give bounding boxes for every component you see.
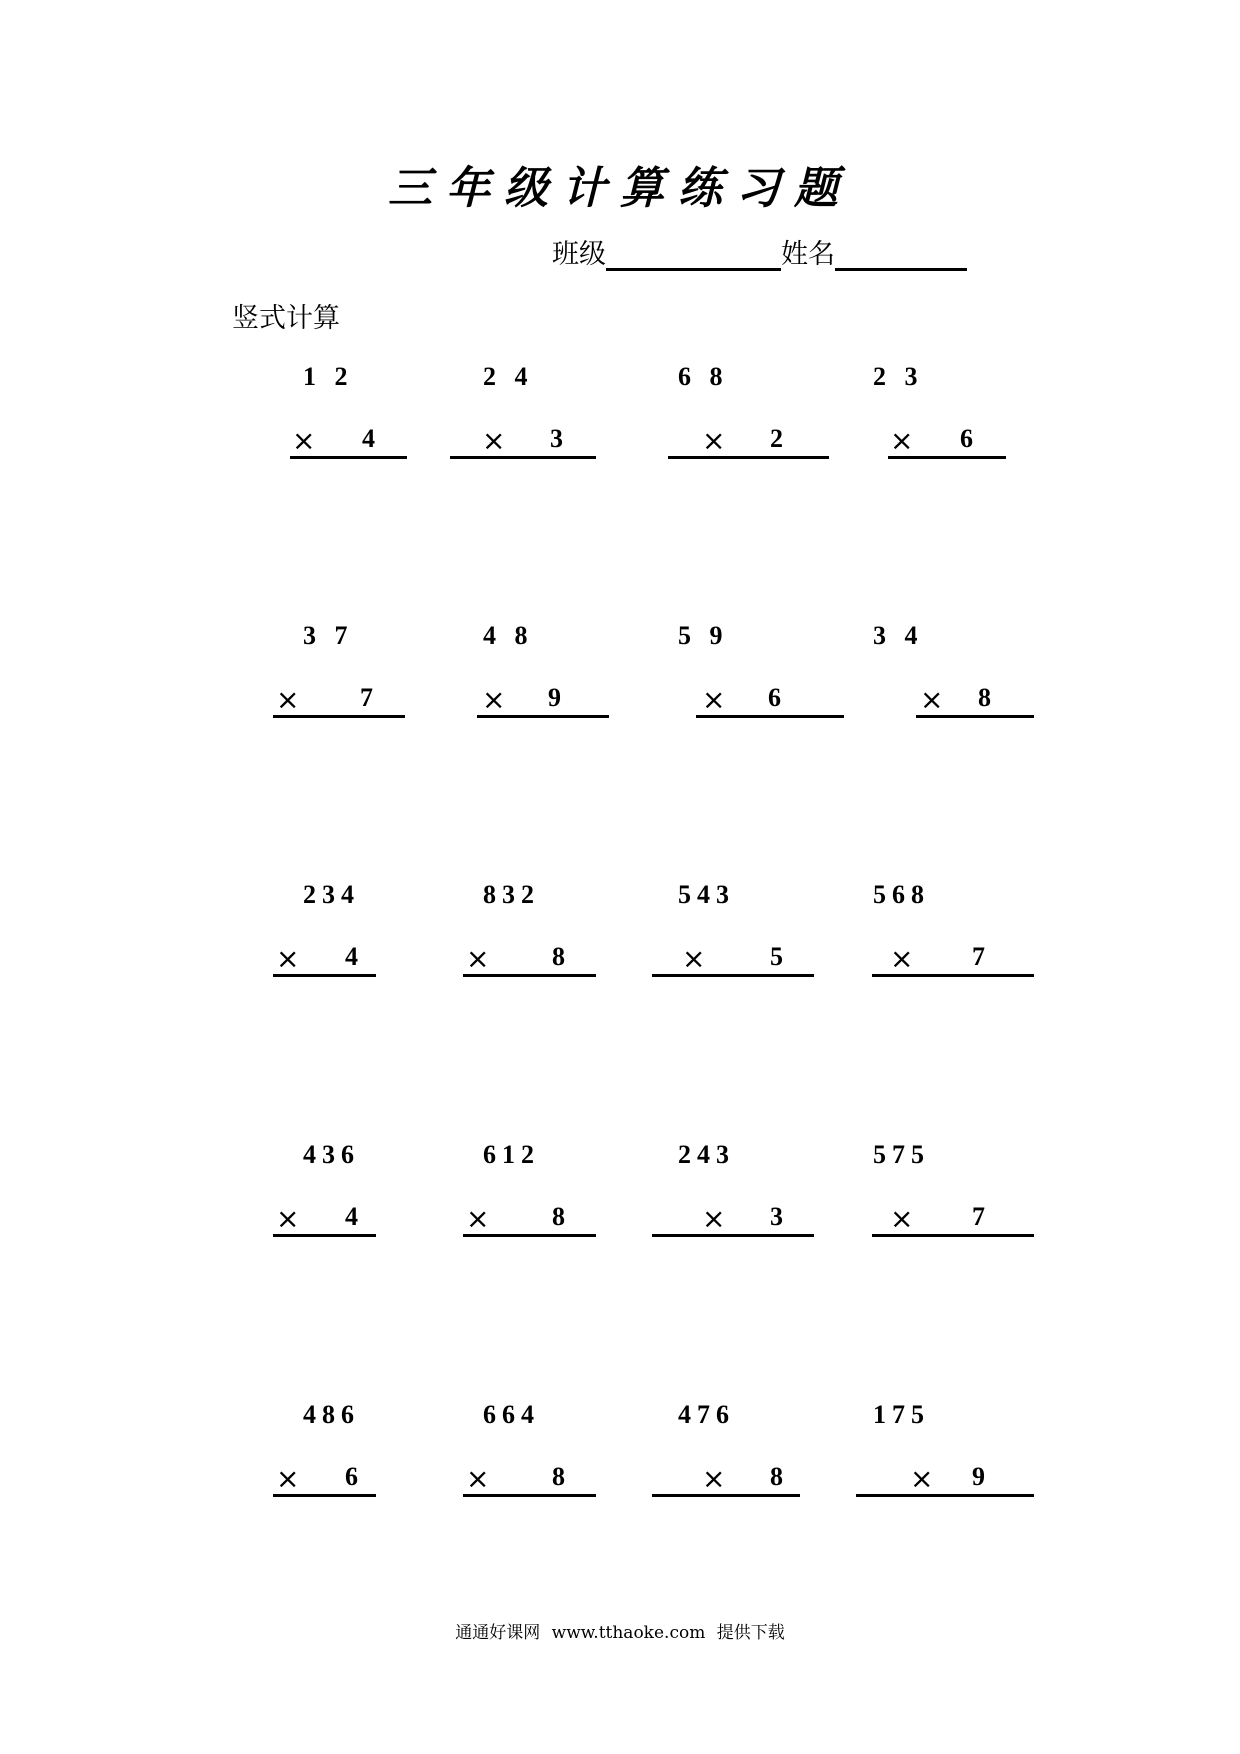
times-sign: × (702, 1462, 726, 1495)
times-sign: × (276, 1202, 300, 1235)
multiplicand: 6 8 (678, 362, 729, 391)
section-heading: 竖式计算 (232, 303, 340, 334)
times-sign: × (890, 424, 914, 457)
problem-12 (0, 880, 1240, 990)
times-sign: × (890, 942, 914, 975)
multiplier: 8 (770, 1462, 783, 1491)
multiplier: 3 (550, 424, 563, 453)
times-sign: × (482, 424, 506, 457)
multiplier: 6 (345, 1462, 358, 1491)
times-sign: × (702, 424, 726, 457)
multiplicand: 234 (303, 880, 360, 909)
times-sign: × (482, 683, 506, 716)
problem-20 (0, 1400, 1240, 1510)
class-blank-line (606, 240, 781, 271)
problem-8 (0, 621, 1240, 731)
times-sign: × (466, 942, 490, 975)
times-sign: × (466, 1202, 490, 1235)
times-sign: × (292, 424, 316, 457)
times-sign: × (276, 683, 300, 716)
multiplicand: 175 (873, 1400, 930, 1429)
multiplier: 7 (972, 1202, 985, 1231)
multiplier: 7 (972, 942, 985, 971)
multiplicand: 486 (303, 1400, 360, 1429)
multiplier: 8 (552, 1202, 565, 1231)
multiplier: 9 (548, 683, 561, 712)
multiplier: 8 (978, 683, 991, 712)
times-sign: × (702, 1202, 726, 1235)
multiplier: 4 (362, 424, 375, 453)
times-sign: × (682, 942, 706, 975)
multiplicand: 476 (678, 1400, 735, 1429)
times-sign: × (466, 1462, 490, 1495)
multiplicand: 612 (483, 1140, 540, 1169)
multiplicand: 4 8 (483, 621, 534, 650)
name-blank-line (835, 240, 967, 271)
multiplicand: 2 3 (873, 362, 924, 391)
multiplicand: 243 (678, 1140, 735, 1169)
page-title: 三年级计算练习题 (388, 163, 852, 214)
multiplier: 5 (770, 942, 783, 971)
times-sign: × (276, 1462, 300, 1495)
multiplier: 8 (552, 1462, 565, 1491)
problem-16 (0, 1140, 1240, 1250)
multiplier: 4 (345, 942, 358, 971)
multiplicand: 3 7 (303, 621, 354, 650)
multiplicand: 543 (678, 880, 735, 909)
multiplier: 6 (960, 424, 973, 453)
times-sign: × (890, 1202, 914, 1235)
problem-4 (0, 362, 1240, 472)
times-sign: × (910, 1462, 934, 1495)
multiplier: 3 (770, 1202, 783, 1231)
multiplicand: 664 (483, 1400, 540, 1429)
multiplicand: 3 4 (873, 621, 924, 650)
class-label: 班级 (552, 239, 606, 270)
times-sign: × (920, 683, 944, 716)
multiplier: 7 (360, 683, 373, 712)
footer-credit: 通通好课网 www.tthaoke.com 提供下载 (455, 1623, 785, 1643)
multiplier: 8 (552, 942, 565, 971)
times-sign: × (276, 942, 300, 975)
multiplicand: 832 (483, 880, 540, 909)
times-sign: × (702, 683, 726, 716)
multiplicand: 1 2 (303, 362, 354, 391)
multiplier: 4 (345, 1202, 358, 1231)
multiplicand: 575 (873, 1140, 930, 1169)
multiplicand: 436 (303, 1140, 360, 1169)
multiplier: 2 (770, 424, 783, 453)
multiplier: 9 (972, 1462, 985, 1491)
answer-line (856, 1460, 1034, 1497)
name-label: 姓名 (781, 239, 835, 270)
multiplicand: 2 4 (483, 362, 534, 391)
student-info (552, 232, 967, 271)
multiplicand: 568 (873, 880, 930, 909)
multiplier: 6 (768, 683, 781, 712)
multiplicand: 5 9 (678, 621, 729, 650)
